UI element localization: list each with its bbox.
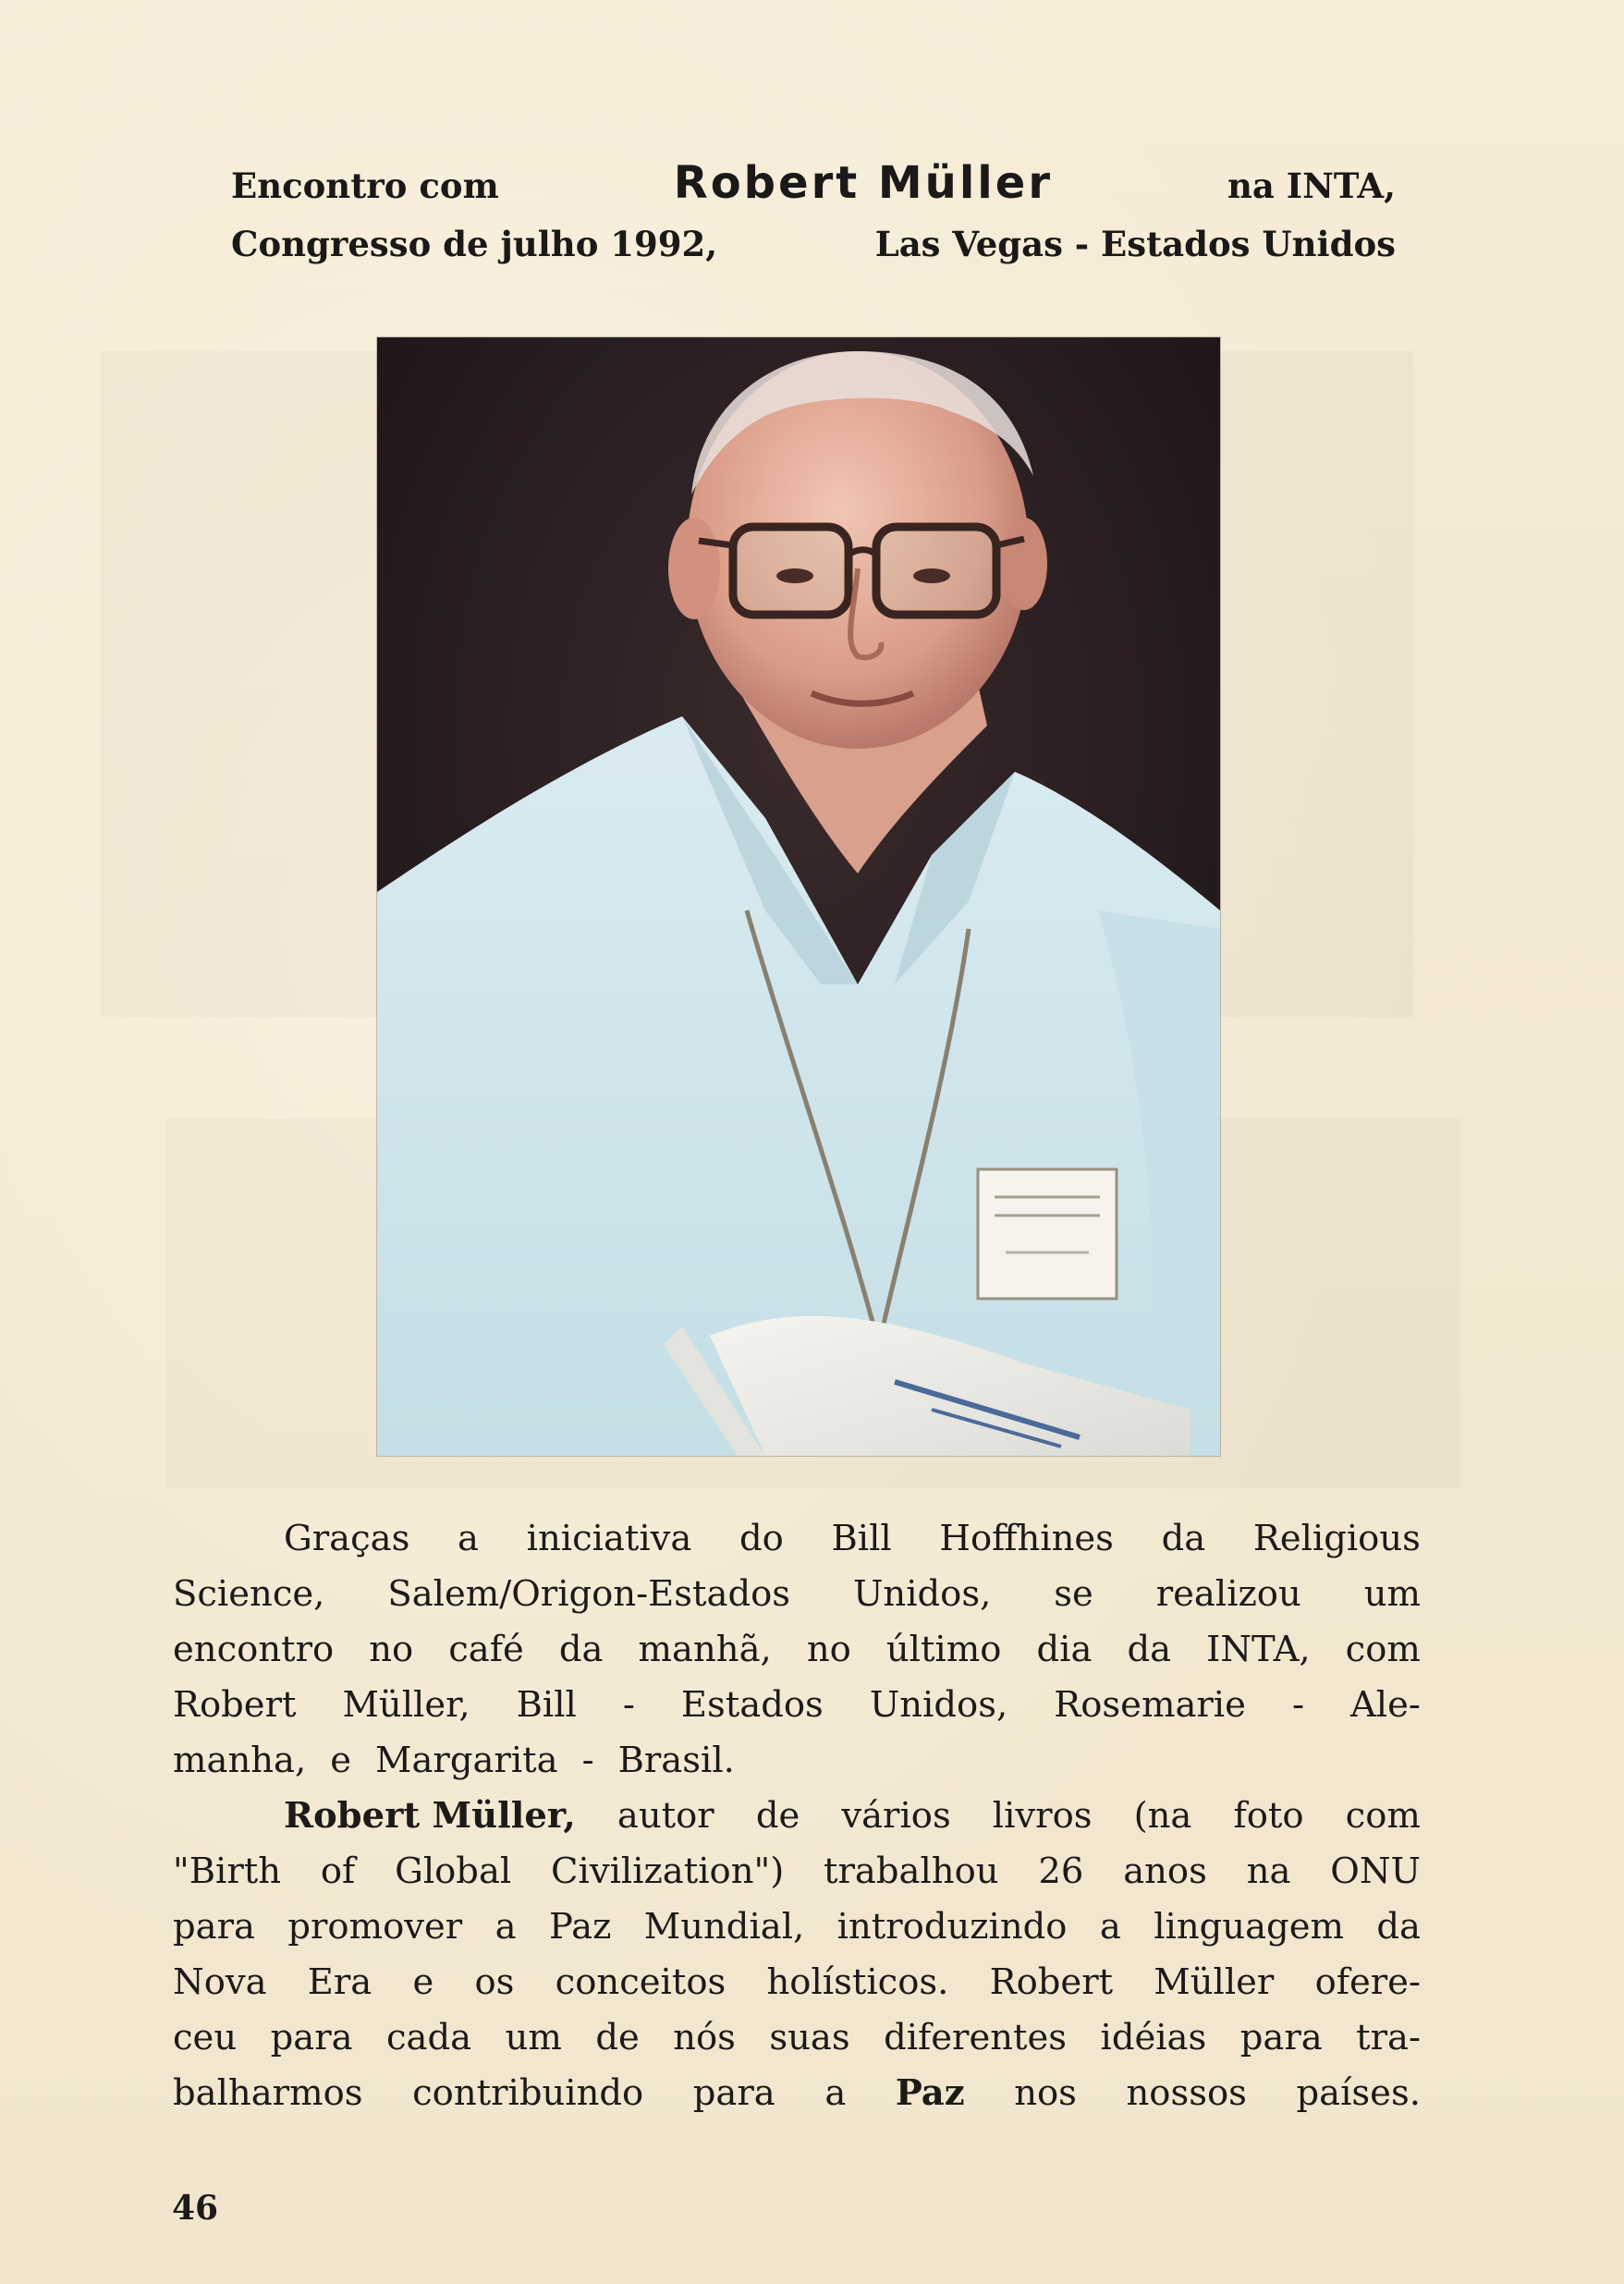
word: cada — [386, 2017, 472, 2058]
word: para — [1239, 2017, 1323, 2058]
heading-line-1 — [231, 157, 1396, 224]
word: ONU — [1330, 1850, 1421, 1892]
word: vários — [841, 1795, 951, 1837]
word: realizou — [1155, 1573, 1301, 1615]
word: café — [448, 1629, 524, 1670]
heading-prefix: Encontro com — [231, 165, 499, 206]
word: tra- — [1356, 2017, 1421, 2058]
word: Mundial, — [643, 1906, 805, 1948]
word: da — [1127, 1629, 1172, 1670]
text-line — [173, 2010, 1421, 2066]
word: Müller — [1154, 1961, 1275, 2003]
word: para — [270, 2017, 353, 2058]
word: Graças — [284, 1518, 410, 1559]
word: Hoffhines — [939, 1518, 1114, 1559]
text-line — [173, 1678, 1421, 1733]
word: introduzindo — [836, 1906, 1068, 1948]
word: livros — [992, 1795, 1093, 1837]
word: contribuindo — [412, 2072, 644, 2114]
word: para — [173, 1906, 255, 1948]
heading-line-2 — [231, 224, 1396, 290]
word: "Birth — [173, 1850, 281, 1892]
word: a — [1099, 1906, 1121, 1948]
word: Brasil. — [617, 1740, 735, 1781]
word: da — [1376, 1906, 1421, 1948]
word: manha, — [173, 1740, 307, 1781]
word: trabalhou — [824, 1850, 999, 1892]
heading-location: Las Vegas - Estados Unidos — [874, 224, 1396, 264]
word: Religious — [1252, 1518, 1421, 1559]
word: - — [1291, 1684, 1304, 1726]
word: no — [369, 1629, 414, 1670]
word: países. — [1296, 2072, 1421, 2114]
word: Unidos, — [869, 1684, 1008, 1726]
word: (na — [1133, 1795, 1192, 1837]
word: - — [622, 1684, 635, 1726]
word: a — [495, 1906, 517, 1948]
text-line — [173, 1622, 1421, 1678]
word: manhã, — [638, 1629, 772, 1670]
text-line — [173, 1511, 1421, 1567]
word: balharmos — [173, 2072, 363, 2114]
heading-suffix: na INTA, — [1227, 165, 1396, 206]
word: da — [558, 1629, 604, 1670]
word: e — [412, 1961, 434, 2003]
text-line — [173, 1899, 1421, 1955]
word: 26 — [1038, 1850, 1084, 1892]
heading-name: Robert Müller — [673, 157, 1053, 209]
word: dia — [1036, 1629, 1093, 1670]
word: Era — [307, 1961, 372, 2003]
word: anos — [1123, 1850, 1207, 1892]
word: de — [755, 1795, 800, 1837]
text-line — [173, 1567, 1421, 1622]
word: INTA, — [1206, 1629, 1311, 1670]
word: iniciativa — [526, 1518, 692, 1559]
text-line — [173, 2066, 1421, 2121]
word: Bill — [831, 1518, 892, 1559]
word: nossos — [1126, 2072, 1247, 2114]
word: idéias — [1100, 2017, 1207, 2058]
text-line — [173, 1955, 1421, 2010]
word: encontro — [173, 1629, 335, 1670]
word: ceu — [173, 2017, 238, 2058]
word: da — [1161, 1518, 1206, 1559]
word: Science, — [173, 1573, 325, 1615]
word: nós — [673, 2017, 736, 2058]
word: promover — [287, 1906, 463, 1948]
word: com — [1345, 1795, 1421, 1837]
word: último — [885, 1629, 1002, 1670]
portrait-photo — [377, 337, 1220, 1456]
page-heading — [231, 157, 1396, 290]
word: Ale- — [1349, 1684, 1421, 1726]
word: Robert — [989, 1961, 1114, 2003]
text-line — [173, 1733, 1421, 1789]
word: Estados — [680, 1684, 824, 1726]
word: no — [806, 1629, 851, 1670]
word: Global — [395, 1850, 512, 1892]
word: com — [1345, 1629, 1421, 1670]
word: conceitos — [555, 1961, 727, 2003]
word: de — [595, 2017, 640, 2058]
word: linguagem — [1154, 1906, 1344, 1948]
word: Salem/Origon-Estados — [387, 1573, 791, 1615]
word: na — [1246, 1850, 1291, 1892]
word: Müller, — [342, 1684, 470, 1726]
word: Margarita — [375, 1740, 558, 1781]
word: ofere- — [1314, 1961, 1421, 2003]
word: nos — [1014, 2072, 1077, 2114]
word: um — [1363, 1573, 1421, 1615]
text-line — [173, 1844, 1421, 1899]
word: of — [320, 1850, 356, 1892]
word: diferentes — [884, 2017, 1068, 2058]
word: Robert — [173, 1684, 297, 1726]
word: os — [474, 1961, 515, 2003]
word: Paz — [548, 1906, 612, 1948]
word: foto — [1233, 1795, 1304, 1837]
portrait-illustration — [377, 337, 1220, 1456]
word: do — [739, 1518, 784, 1559]
word: - — [581, 1740, 594, 1781]
heading-event: Congresso de julho 1992, — [231, 224, 718, 264]
word: holísticos. — [766, 1961, 949, 2003]
word: se — [1054, 1573, 1093, 1615]
article-body — [173, 1511, 1421, 2121]
word: Nova — [173, 1961, 267, 2003]
word: um — [505, 2017, 562, 2058]
word: e — [330, 1740, 352, 1781]
word: Unidos, — [852, 1573, 992, 1615]
bold-word-paz: Paz — [895, 2072, 965, 2114]
word: Civilization") — [551, 1850, 785, 1892]
text-line — [173, 1789, 1421, 1844]
word: para — [692, 2072, 775, 2114]
word: a — [458, 1518, 479, 1559]
page-number: 46 — [172, 2189, 219, 2228]
word: autor — [617, 1795, 714, 1837]
word: Rosemarie — [1054, 1684, 1246, 1726]
bold-author-name: Robert Müller, — [284, 1795, 576, 1837]
word: Bill — [516, 1684, 577, 1726]
word: suas — [769, 2017, 850, 2058]
word: a — [824, 2072, 847, 2114]
